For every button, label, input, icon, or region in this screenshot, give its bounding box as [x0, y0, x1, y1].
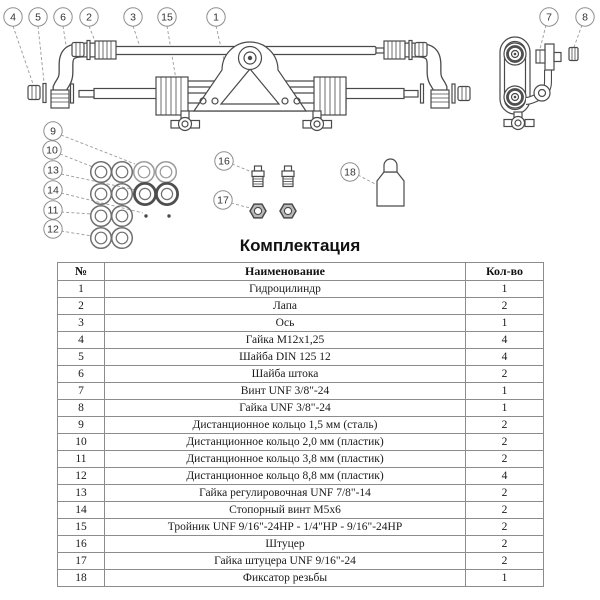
svg-text:7: 7: [546, 11, 552, 24]
item-name: Гайка штуцера UNF 9/16"-24: [105, 553, 466, 570]
svg-text:16: 16: [218, 155, 230, 168]
item-name: Дистанционное кольцо 1,5 мм (сталь): [105, 417, 466, 434]
item-qty: 4: [466, 349, 544, 366]
svg-text:9: 9: [50, 125, 56, 138]
col-header-number: №: [58, 263, 105, 281]
item-qty: 1: [466, 315, 544, 332]
callout-11: [44, 201, 62, 219]
callout-14: [44, 181, 62, 199]
item-qty: 1: [466, 400, 544, 417]
svg-text:4: 4: [10, 11, 16, 24]
item-name: Дистанционное кольцо 2,0 мм (пластик): [105, 434, 466, 451]
row-number: 14: [58, 502, 105, 519]
table-header-row: [58, 263, 544, 281]
row-number: 12: [58, 468, 105, 485]
row-number: 8: [58, 400, 105, 417]
item-qty: 2: [466, 366, 544, 383]
row-number: 7: [58, 383, 105, 400]
svg-text:5: 5: [35, 11, 41, 24]
item-qty: 2: [466, 434, 544, 451]
callout-6: [54, 8, 72, 26]
row-number: 15: [58, 519, 105, 536]
table-row: [58, 298, 544, 315]
item-name: Ось: [105, 315, 466, 332]
item-name: Тройник UNF 9/16"-24НР - 1/4"НР - 9/16"-24НР: [105, 519, 466, 536]
item-qty: 1: [466, 281, 544, 298]
fitting-drawing: [252, 166, 294, 187]
item-name: Шайба штока: [105, 366, 466, 383]
table-row: [58, 383, 544, 400]
callout-10: [43, 141, 61, 159]
item-qty: 1: [466, 570, 544, 587]
item-qty: 2: [466, 485, 544, 502]
svg-text:6: 6: [60, 11, 66, 24]
item-name: Гайка М12х1,25: [105, 332, 466, 349]
item-name: Дистанционное кольцо 8,8 мм (пластик): [105, 468, 466, 485]
callout-9: [44, 122, 62, 140]
svg-text:17: 17: [217, 194, 229, 207]
row-number: 18: [58, 570, 105, 587]
item-name: Фиксатор резьбы: [105, 570, 466, 587]
item-name: Стопорный винт М5х6: [105, 502, 466, 519]
callout-7: [540, 8, 558, 26]
callout-18: [341, 163, 359, 181]
item-qty: 2: [466, 519, 544, 536]
table-row: [58, 468, 544, 485]
item-qty: 4: [466, 332, 544, 349]
callout-16: [215, 152, 233, 170]
row-number: 1: [58, 281, 105, 298]
row-number: 13: [58, 485, 105, 502]
callout-5: [29, 8, 47, 26]
row-number: 2: [58, 298, 105, 315]
svg-text:13: 13: [47, 164, 59, 177]
item-qty: 2: [466, 417, 544, 434]
table-row: [58, 332, 544, 349]
item-name: Гайка UNF 3/8"-24: [105, 400, 466, 417]
item-qty: 2: [466, 298, 544, 315]
callout-17: [214, 191, 232, 209]
row-number: 17: [58, 553, 105, 570]
item-qty: 4: [466, 468, 544, 485]
callout-8: [576, 8, 594, 26]
callout-1: [207, 8, 225, 26]
exploded-parts-diagram: [0, 0, 600, 256]
row-number: 3: [58, 315, 105, 332]
table-row: [58, 570, 544, 587]
item-name: Дистанционное кольцо 3,8 мм (пластик): [105, 451, 466, 468]
table-row: [58, 536, 544, 553]
item-name: Штуцер: [105, 536, 466, 553]
parts-table: [57, 262, 544, 587]
svg-text:3: 3: [130, 11, 136, 24]
row-number: 10: [58, 434, 105, 451]
callout-3: [124, 8, 142, 26]
svg-text:2: 2: [86, 11, 92, 24]
table-row: [58, 281, 544, 298]
table-row: [58, 519, 544, 536]
svg-text:1: 1: [213, 11, 219, 24]
svg-text:12: 12: [47, 223, 59, 236]
tee-fitting-drawing: [171, 111, 332, 131]
svg-text:18: 18: [344, 166, 356, 179]
row-number: 6: [58, 366, 105, 383]
item-qty: 2: [466, 536, 544, 553]
row-number: 16: [58, 536, 105, 553]
item-qty: 1: [466, 383, 544, 400]
item-name: Шайба DIN 125 12: [105, 349, 466, 366]
table-row: [58, 417, 544, 434]
callout-15: [158, 8, 176, 26]
fitting-nut-drawing: [250, 204, 296, 218]
row-number: 4: [58, 332, 105, 349]
callout-2: [80, 8, 98, 26]
col-header-name: Наименование: [105, 263, 466, 281]
table-row: [58, 553, 544, 570]
table-row: [58, 434, 544, 451]
table-row: [58, 315, 544, 332]
table-row: [58, 349, 544, 366]
nut-washer-left-drawing: [28, 84, 46, 103]
item-name: Винт UNF 3/8"-24: [105, 383, 466, 400]
table-row: [58, 502, 544, 519]
threadlocker-bottle-drawing: [377, 159, 404, 206]
item-name: Гидроцилиндр: [105, 281, 466, 298]
callout-4: [4, 8, 22, 26]
page-title: Комплектация: [239, 236, 361, 255]
col-header-qty: Кол-во: [466, 263, 544, 281]
item-name: Гайка регулировочная UNF 7/8"-14: [105, 485, 466, 502]
row-number: 11: [58, 451, 105, 468]
table-row: [58, 400, 544, 417]
svg-text:8: 8: [582, 11, 588, 24]
item-qty: 2: [466, 451, 544, 468]
svg-text:11: 11: [47, 204, 59, 217]
callout-13: [44, 161, 62, 179]
link-arm-assembly-drawing: [500, 37, 578, 130]
table-row: [58, 451, 544, 468]
parts-table-body: [58, 281, 544, 587]
svg-text:10: 10: [46, 144, 58, 157]
item-name: Лапа: [105, 298, 466, 315]
table-row: [58, 485, 544, 502]
row-number: 9: [58, 417, 105, 434]
item-qty: 2: [466, 553, 544, 570]
table-row: [58, 366, 544, 383]
svg-text:15: 15: [161, 11, 173, 24]
row-number: 5: [58, 349, 105, 366]
svg-text:14: 14: [47, 184, 59, 197]
item-qty: 2: [466, 502, 544, 519]
